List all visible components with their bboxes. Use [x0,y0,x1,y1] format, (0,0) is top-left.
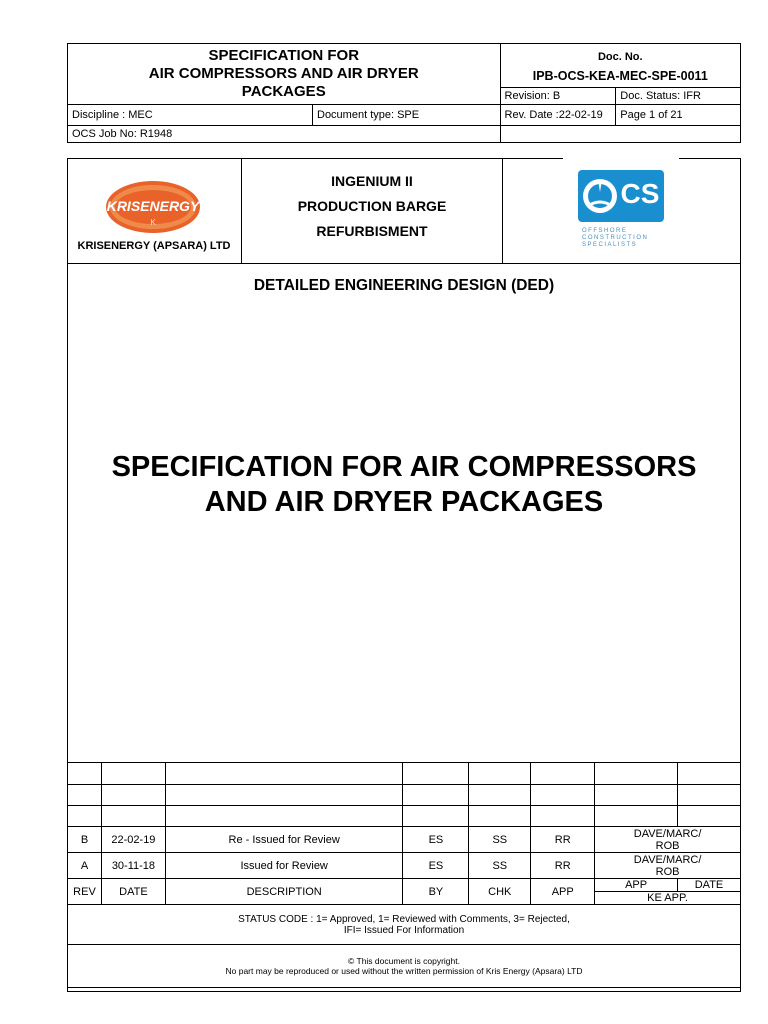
by-cell: ES [403,827,469,853]
chk-cell: SS [469,853,531,879]
ke-app-cell: DAVE/MARC/ ROB [595,853,741,879]
main-title-line-1: SPECIFICATION FOR AIR COMPRESSORS [111,450,697,483]
ke-app-cell: DAVE/MARC/ ROB [595,827,741,853]
date-cell: 30-11-18 [101,853,165,879]
project-line-3: REFURBISMENT [316,223,428,239]
ke-app-top-left-header: APP [595,879,678,892]
ocs-tagline [582,228,672,249]
project-line-1: INGENIUM II [331,173,413,189]
discipline-row [68,105,501,126]
revision-row-empty [68,806,741,827]
rev-cell: B [68,827,102,853]
krisenergy-logo-subtext: K [150,217,156,227]
krisenergy-logo-text: KRISENERGY [106,198,200,214]
doc-no: IPB-OCS-KEA-MEC-SPE-0011 [532,68,708,83]
description-header: DESCRIPTION [165,879,403,905]
chk-header: CHK [469,879,531,905]
description-cell: Re - Issued for Review [165,827,403,853]
revision-row [68,853,741,879]
revision-row [68,827,741,853]
app-header: APP [531,879,595,905]
ocs-logo [578,170,664,226]
rev-header: REV [68,879,102,905]
header-title-line-2: AIR COMPRESSORS AND AIR DRYER [148,65,419,82]
rev-cell: A [68,853,102,879]
ke-app-top-right-header: DATE [678,879,741,892]
copyright-cell [68,945,741,988]
revision-row-empty [68,763,741,785]
app-cell: RR [531,853,595,879]
logo-mask [563,157,679,160]
revision-header-row [68,879,741,892]
copyright-line-1: © This document is copyright. [348,956,460,966]
by-header: BY [403,879,469,905]
job-no-cell: OCS Job No: R1948 [68,126,501,143]
ocs-logo-text: CS [620,178,660,209]
copyright-row [68,945,741,988]
app-cell: RR [531,827,595,853]
ocs-tagline-2: CONSTRUCTION [582,235,649,241]
status-code-line-2: IFI= Issued For Information [343,924,465,936]
logo-col-divider-2 [502,158,503,263]
krisenergy-logo [105,180,201,234]
logo-row-divider [67,263,741,264]
date-cell: 22-02-19 [101,827,165,853]
date-header: DATE [101,879,165,905]
status-code-cell [68,905,741,945]
copyright-line-2: No part may be reproduced or used without the written permission of Kris Energy (Apsara) LTD [225,966,583,976]
header-title-cell [68,44,501,105]
by-cell: ES [403,853,469,879]
page-cell: Page 1 of 21 [616,105,741,126]
status-code-line-1: STATUS CODE : 1= Approved, 1= Reviewed with Comments, 3= Rejected, [238,913,570,925]
ocs-tagline-1: OFFSHORE [582,228,628,234]
doc-no-cell [500,44,740,88]
discipline-cell: Discipline : MEC [68,105,313,125]
document-type-cell: Document type: SPE [317,109,420,121]
header-title-line-3: PACKAGES [241,83,326,100]
blank-cell [500,126,740,143]
description-cell: Issued for Review [165,853,403,879]
header-table [67,43,741,143]
project-line-2: PRODUCTION BARGE [297,198,447,214]
ded-heading: DETAILED ENGINEERING DESIGN (DED) [253,277,555,294]
revision-row-empty [68,785,741,806]
status-code-row [68,905,741,945]
doc-no-label: Doc. No. [597,50,643,63]
ke-app-bottom-header: KE APP. [595,892,741,905]
ocs-tagline-3: SPECIALISTS [582,242,638,248]
rev-date-cell: Rev. Date :22-02-19 [500,105,616,126]
header-title-line-1: SPECIFICATION FOR [208,47,360,64]
revision-table [67,762,741,988]
doc-status-cell: Doc. Status: IFR [616,88,741,105]
chk-cell: SS [469,827,531,853]
client-name: KRISENERGY (APSARA) LTD [77,240,231,252]
main-title-line-2: AND AIR DRYER PACKAGES [204,485,604,518]
revision-cell: Revision: B [500,88,616,105]
